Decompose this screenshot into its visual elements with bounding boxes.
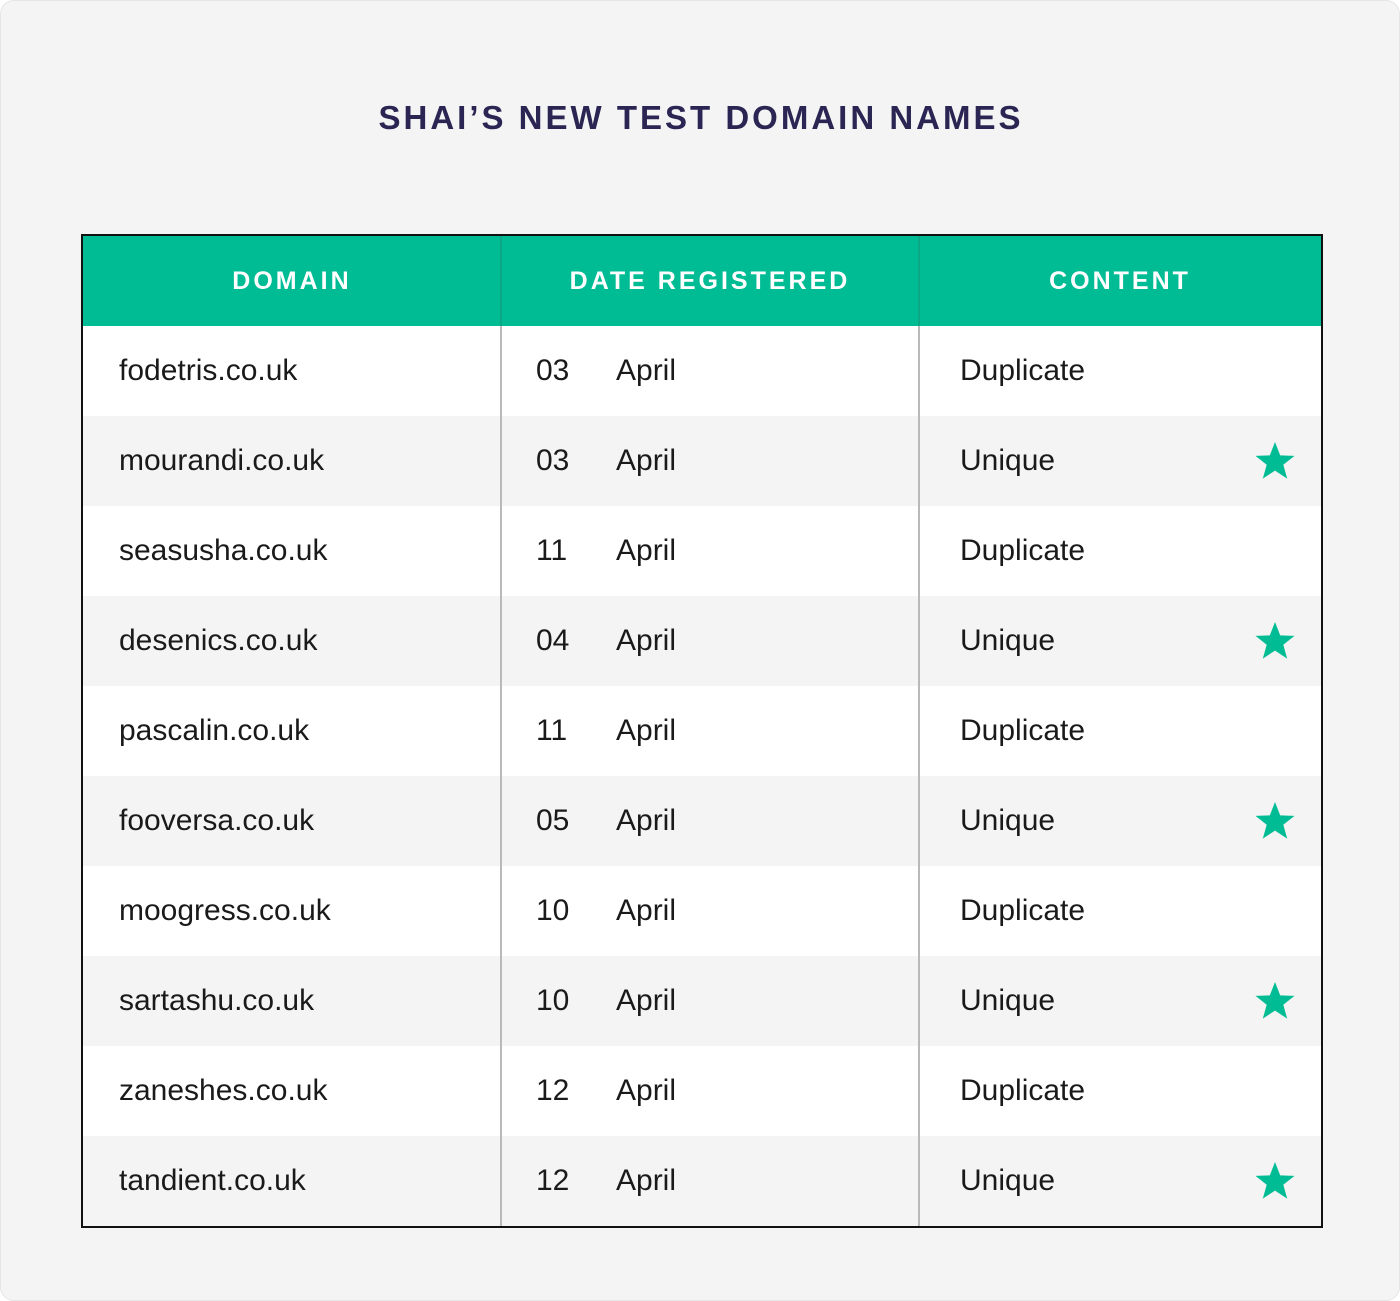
domain-cell: fodetris.co.uk	[119, 354, 298, 387]
domain-cell: pascalin.co.uk	[119, 714, 310, 747]
domain-table	[81, 234, 1323, 1228]
domain-cell: sartashu.co.uk	[119, 984, 315, 1017]
table-row	[83, 866, 1321, 956]
table-header	[83, 236, 1321, 327]
domain-cell: seasusha.co.uk	[119, 534, 328, 567]
table-row	[83, 326, 1321, 416]
header-domain: DOMAIN	[232, 267, 352, 295]
page-title: SHAI’S NEW TEST DOMAIN NAMES	[378, 99, 1024, 136]
date-day-cell: 12	[536, 1164, 570, 1197]
content-cell: Duplicate	[960, 354, 1086, 387]
date-month-cell: April	[616, 624, 677, 657]
table-row	[83, 506, 1321, 596]
star-icon	[1253, 619, 1297, 663]
star-icon	[1253, 439, 1297, 483]
content-cell: Unique	[960, 984, 1056, 1017]
table-row	[83, 1136, 1321, 1226]
date-month-cell: April	[616, 714, 677, 747]
date-month-cell: April	[616, 1164, 677, 1197]
date-day-cell: 03	[536, 354, 570, 387]
header-content: CONTENT	[1049, 267, 1191, 295]
content-cell: Duplicate	[960, 1074, 1086, 1107]
table-row	[83, 596, 1321, 686]
column-divider-2	[918, 236, 920, 1226]
star-icon	[1253, 979, 1297, 1023]
date-day-cell: 11	[536, 534, 568, 567]
date-day-cell: 12	[536, 1074, 570, 1107]
date-month-cell: April	[616, 804, 677, 837]
domain-cell: moogress.co.uk	[119, 894, 331, 927]
header-date-registered: DATE REGISTERED	[569, 267, 851, 295]
domain-cell: desenics.co.uk	[119, 624, 318, 657]
table-row	[83, 1046, 1321, 1136]
header-divider-2	[918, 236, 920, 326]
date-month-cell: April	[616, 984, 677, 1017]
content-cell: Unique	[960, 444, 1056, 477]
date-day-cell: 10	[536, 984, 570, 1017]
date-day-cell: 05	[536, 804, 570, 837]
content-cell: Duplicate	[960, 534, 1086, 567]
table-row	[83, 956, 1321, 1046]
date-month-cell: April	[616, 1074, 677, 1107]
date-month-cell: April	[616, 444, 677, 477]
content-cell: Duplicate	[960, 714, 1086, 747]
domain-cell: tandient.co.uk	[119, 1164, 306, 1197]
date-day-cell: 04	[536, 624, 570, 657]
content-cell: Unique	[960, 624, 1056, 657]
star-icon	[1253, 799, 1297, 843]
table-row	[83, 686, 1321, 776]
date-month-cell: April	[616, 354, 677, 387]
date-month-cell: April	[616, 894, 677, 927]
table-row	[83, 776, 1321, 866]
domain-cell: mourandi.co.uk	[119, 444, 325, 477]
date-month-cell: April	[616, 534, 677, 567]
domain-cell: fooversa.co.uk	[119, 804, 315, 837]
table-row	[83, 416, 1321, 506]
content-cell: Unique	[960, 804, 1056, 837]
domain-cell: zaneshes.co.uk	[119, 1074, 328, 1107]
content-cell: Duplicate	[960, 894, 1086, 927]
date-day-cell: 10	[536, 894, 570, 927]
star-icon	[1253, 1159, 1297, 1203]
header-divider-1	[500, 236, 502, 326]
content-cell: Unique	[960, 1164, 1056, 1197]
date-day-cell: 03	[536, 444, 570, 477]
column-divider-1	[500, 236, 502, 1226]
date-day-cell: 11	[536, 714, 568, 747]
